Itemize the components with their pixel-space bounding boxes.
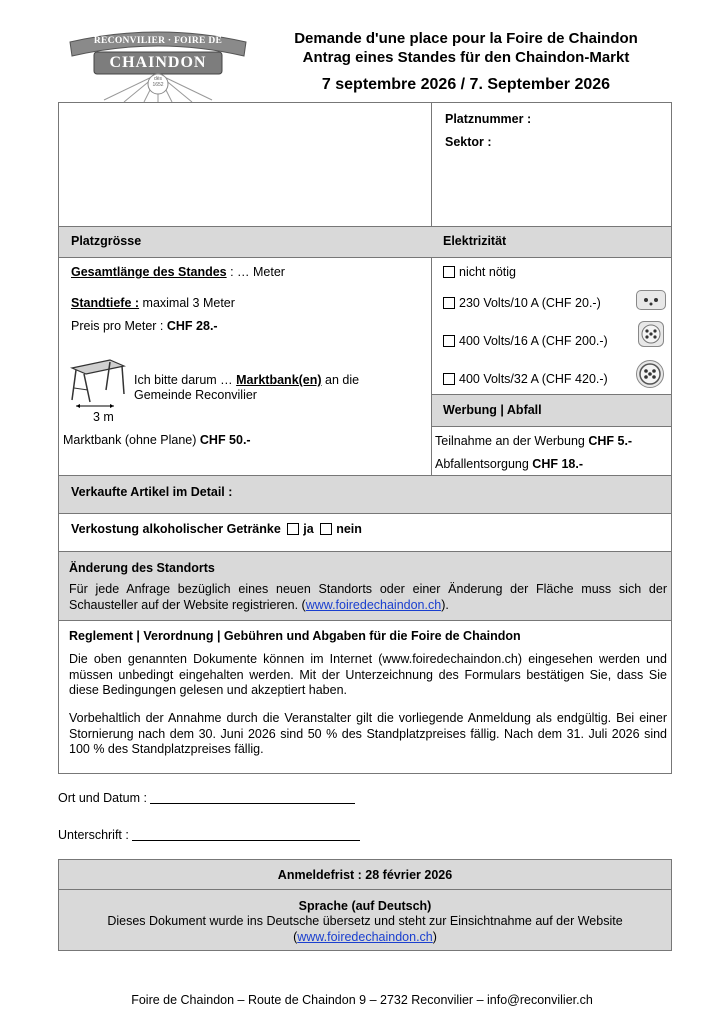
checkbox-nein[interactable]	[320, 523, 332, 535]
gesamtlaenge-field[interactable]: Gesamtlänge des Standes : … Meter	[71, 265, 285, 279]
reglement-heading: Reglement | Verordnung | Gebühren und Abgaben für die Foire de Chaindon	[69, 629, 521, 643]
platznummer-label: Platznummer :	[445, 112, 532, 126]
werbung-heading: Werbung | Abfall	[443, 403, 542, 417]
checkbox[interactable]	[443, 373, 455, 385]
header-title-de: Antrag eines Standes für den Chaindon-Markt	[302, 49, 630, 66]
aenderung-heading: Änderung des Standorts	[69, 561, 215, 575]
abfall-entsorgung: Abfallentsorgung CHF 18.-	[435, 457, 583, 471]
plug-400-32-icon	[636, 360, 664, 388]
standtiefe-text: Standtiefe : maximal 3 Meter	[71, 296, 235, 310]
header-title-fr: Demande d'une place pour la Foire de Chaindon	[294, 30, 638, 47]
platzgroesse-heading: Platzgrösse	[71, 234, 142, 248]
werbung-teilnahme[interactable]: Teilnahme an der Werbung CHF 5.-	[435, 434, 633, 448]
strom-option-400v-32a[interactable]: 400 Volts/32 A (CHF 420.-)	[443, 372, 608, 386]
reglement-paragraph-1: Die oben genannten Dokumente können im Internet (www.foiredechaindon.ch) eingesehen werden und müssen unbedingt eingehalten werden. Mit der Unterzeichnung des Formulars bestätigen Sie, dass Sie diese Bedingungen gelesen und akzeptiert haben.	[69, 652, 667, 697]
reglement-paragraph-2: Vorbehaltlich der Annahme durch die Veranstalter gilt die vorliegende Anmeldung als endgültig. Bei einer Stornierung nach dem 30. Juni 2026 sind 50 % des Standplatzpreises fällig. Nach dem 31. Juli 2026 sind 100 % des Standplatzpreises fällig.	[69, 711, 667, 756]
sprache-text: Dieses Dokument wurde ins Deutsche übersetz und steht zur Einsichtnahme auf der Website	[107, 914, 623, 928]
checkbox-ja[interactable]	[287, 523, 299, 535]
marktbank-icon	[66, 356, 130, 416]
strom-option-230v[interactable]: 230 Volts/10 A (CHF 20.-)	[443, 296, 601, 310]
plug-230-icon	[636, 290, 666, 310]
plug-400-16-icon	[638, 321, 664, 347]
unterschrift-field[interactable]: Unterschrift :	[58, 828, 360, 842]
aenderung-text: Für jede Anfrage bezüglich eines neuen Standorts oder einer Änderung der Fläche muss sich der Schausteller auf der Website registrieren. (www.foiredechaindon.ch).	[69, 582, 667, 612]
header-date: 7 septembre 2026 / 7. September 2026	[321, 76, 611, 93]
strom-option-400v-16a[interactable]: 400 Volts/16 A (CHF 200.-)	[443, 334, 608, 348]
website-link[interactable]: www.foiredechaindon.ch	[305, 597, 442, 612]
artikel-heading: Verkaufte Artikel im Detail :	[71, 485, 233, 499]
anmeldefrist: Anmeldefrist : 28 février 2026	[277, 868, 453, 882]
strom-option-nicht-noetig[interactable]: nicht nötig	[443, 265, 516, 279]
ort-datum-field[interactable]: Ort und Datum :	[58, 791, 355, 805]
sprache-link-line: (www.foiredechaindon.ch)	[293, 930, 437, 944]
logo-banner-text: CHAINDON	[109, 54, 207, 71]
verkostung-row[interactable]: Verkostung alkoholischer Getränke ja nein	[71, 522, 362, 536]
sprache-heading: Sprache (auf Deutsch)	[298, 899, 432, 913]
website-link[interactable]: www.foiredechaindon.ch	[297, 930, 433, 944]
section-header-row	[59, 226, 671, 257]
bench-width-label: 3 m	[93, 410, 114, 424]
logo	[64, 26, 252, 102]
footer: Foire de Chaindon – Route de Chaindon 9 – 2732 Reconvilier – info@reconvilier.ch	[131, 993, 593, 1007]
checkbox[interactable]	[443, 266, 455, 278]
sektor-label: Sektor :	[445, 135, 492, 149]
preis-pro-meter: Preis pro Meter : CHF 28.-	[71, 319, 218, 333]
checkbox[interactable]	[443, 297, 455, 309]
marktbank-request[interactable]: Ich bitte darum … Marktbank(en) an die Gemeinde Reconvilier	[134, 373, 360, 402]
logo-since: dès 1652	[152, 76, 164, 88]
marktbank-price: Marktbank (ohne Plane) CHF 50.-	[63, 433, 251, 447]
checkbox[interactable]	[443, 335, 455, 347]
logo-arc-text: RECONVILIER · FOIRE DE	[93, 36, 223, 46]
elektrizitaet-heading: Elektrizität	[443, 234, 507, 248]
